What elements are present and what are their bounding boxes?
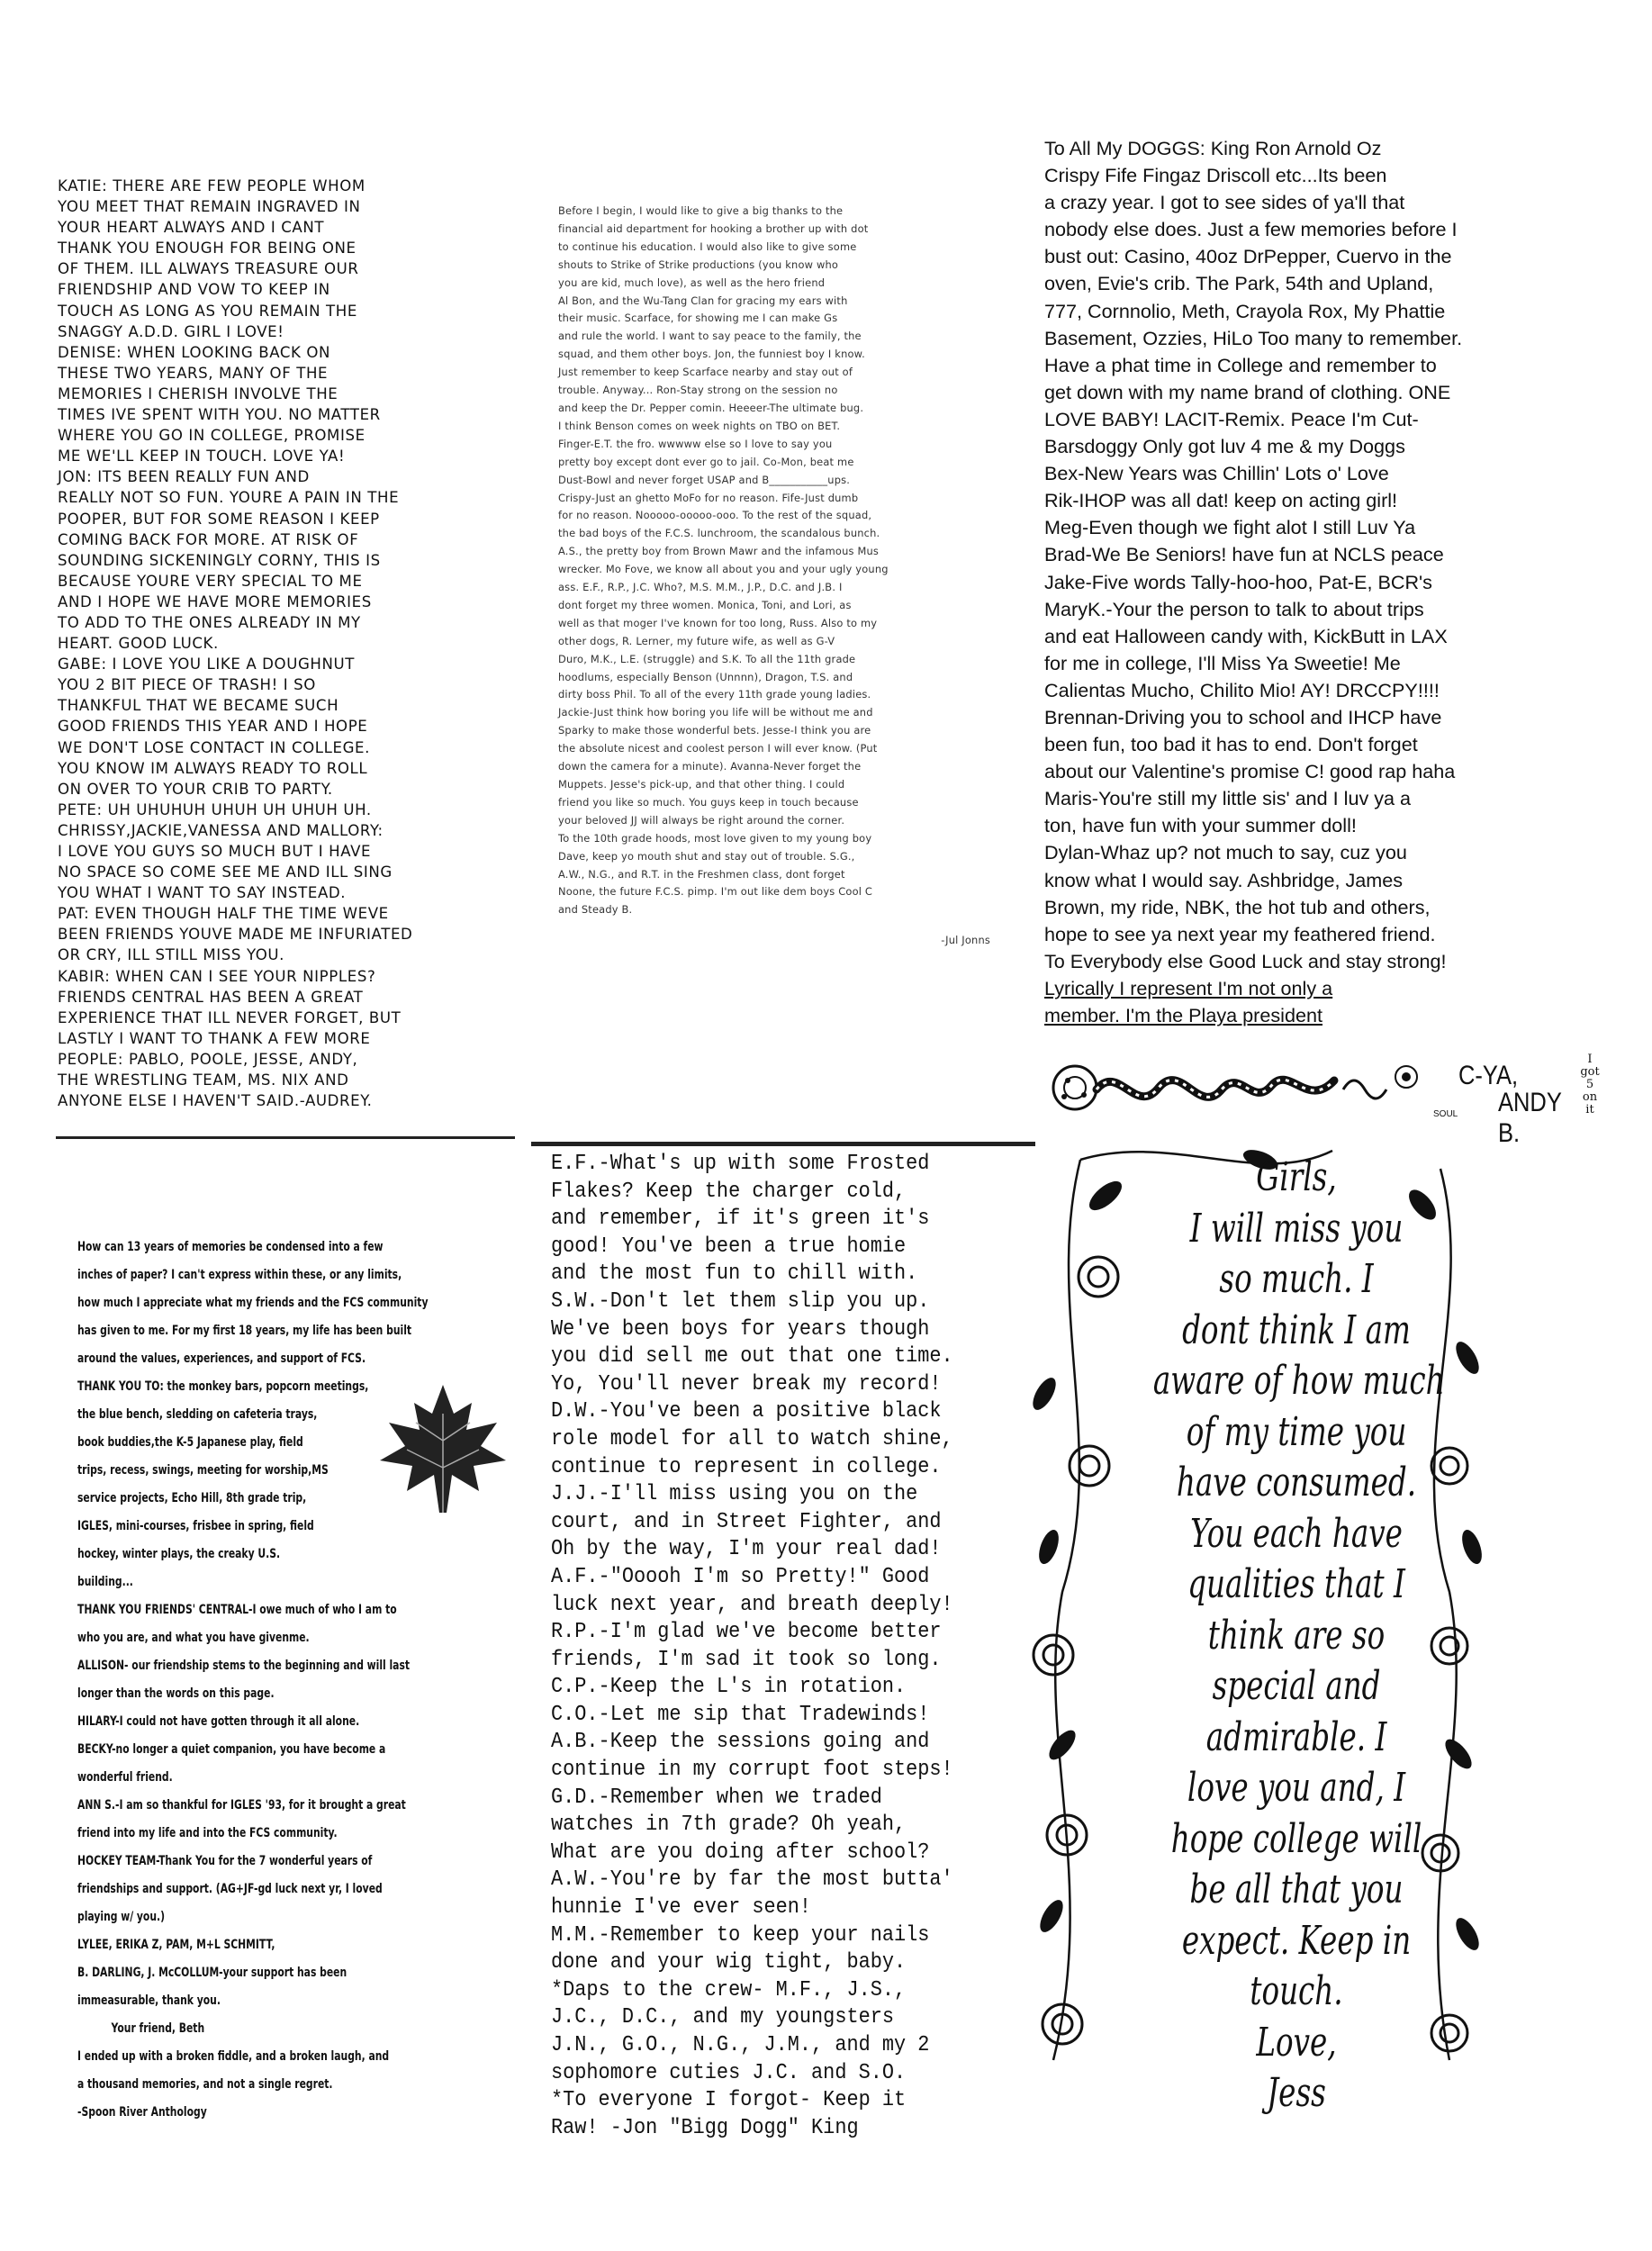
signature: -Jul Jonns	[941, 934, 990, 947]
text-line: the blue bench, sledding on cafeteria trays,	[77, 1407, 318, 1422]
text-line: shouts to Strike of Strike productions (you know who	[558, 258, 839, 271]
text-line: how much I appreciate what my friends and the FCS community	[77, 1296, 429, 1310]
text-line: Barsdoggy Only got luv 4 me & my Doggs	[1044, 435, 1405, 458]
text-line: hoodlums, especially Benson (Unnnn), Dragon, T.S. and	[558, 670, 853, 683]
text-line: watches in 7th grade? Oh yeah,	[551, 1813, 907, 1838]
text-line: I ended up with a broken fiddle, and a broken laugh, and	[77, 2049, 390, 2064]
sign-cya: C-YA,	[1458, 1061, 1519, 1090]
text-line: dont think I am	[1182, 1306, 1411, 1353]
sign-note: I got 5 on it	[1580, 1053, 1600, 1116]
text-line: Rik-IHOP was all dat! keep on acting girl!	[1044, 489, 1398, 512]
text-line: good! You've been a true homie	[551, 1234, 907, 1259]
text-line: for me in college, I'll Miss Ya Sweetie! Me	[1044, 651, 1401, 674]
text-line: been fun, too bad it has to end. Don't forget	[1044, 733, 1418, 756]
text-line: Crispy-Just an ghetto MoFo for no reason. Fife-Just dumb	[558, 491, 859, 504]
text-line: To All My DOGGS: King Ron Arnold Oz	[1044, 137, 1382, 159]
text-line: Dust-Bowl and never forget USAP and B___________ups.	[558, 473, 851, 486]
text-line: pretty boy except dont ever go to jail. Co-Mon, beat me	[558, 455, 854, 468]
text-line: THESE TWO YEARS, MANY OF THE	[58, 364, 329, 382]
text-line: THE WRESTLING TEAM, MS. NIX AND	[58, 1071, 349, 1089]
text-line: D.W.-You've been a positive black	[551, 1399, 942, 1424]
text-line: C.O.-Let me sip that Tradewinds!	[551, 1702, 930, 1727]
text-line: member. I'm the Playa president	[1044, 1004, 1323, 1026]
text-line: YOU KNOW IM ALWAYS READY TO ROLL	[58, 759, 368, 777]
text-line: around the values, experiences, and support of FCS.	[77, 1352, 366, 1366]
text-line: Lyrically I represent I'm not only a	[1044, 976, 1333, 999]
text-line: JON: ITS BEEN REALLY FUN AND	[58, 468, 310, 486]
text-line: trouble. Anyway... Ron-Stay strong on the session no	[558, 384, 838, 397]
text-line: Al Bon, and the Wu-Tang Clan for gracing my ears with	[558, 294, 848, 307]
text-line: ME WE'LL KEEP IN TOUCH. LOVE YA!	[58, 447, 346, 466]
text-line: I LOVE YOU GUYS SO MUCH BUT I HAVE	[58, 843, 372, 860]
text-line: A.B.-Keep the sessions going and	[551, 1730, 930, 1755]
text-line: Brad-We Be Seniors! have fun at NCLS peace	[1044, 543, 1444, 566]
message-beth-lines	[77, 1234, 546, 2127]
text-line: FRIENDSHIP AND VOW TO KEEP IN	[58, 281, 330, 299]
text-line: ANN S.-I am so thankful for IGLES '93, for it brought a great	[77, 1798, 406, 1813]
text-line: AND I HOPE WE HAVE MORE MEMORIES	[58, 592, 372, 610]
text-line: MEMORIES I CHERISH INVOLVE THE	[58, 384, 339, 402]
text-line: expect. Keep in	[1181, 1917, 1412, 1964]
doodle-word: SOUL	[1433, 1109, 1458, 1119]
text-line: BEEN FRIENDS YOUVE MADE ME INFURIATED	[58, 926, 413, 944]
message-andy	[1044, 135, 1611, 1062]
text-line: Bex-New Years was Chillin' Lots o' Love	[1044, 462, 1389, 485]
text-line: Calientas Mucho, Chilito Mio! AY! DRCCPY!!!!	[1044, 678, 1440, 701]
message-jon-king-lines	[551, 1151, 1028, 2142]
text-line: KABIR: WHEN CAN I SEE YOUR NIPPLES?	[58, 967, 376, 985]
text-line: love you and, I	[1187, 1765, 1406, 1811]
text-line: for no reason. Nooooo-ooooo-ooo. To the rest of the squad,	[558, 509, 872, 522]
text-line: WE DON'T LOSE CONTACT IN COLLEGE.	[58, 738, 370, 756]
text-line: Sparky to make those wonderful bets. Jesse-I think you are	[558, 724, 871, 737]
text-line: and rule the world. I want to say peace to the family, the	[558, 330, 862, 343]
text-line: done and your wig tight, baby.	[551, 1950, 907, 1975]
text-line: -Spoon River Anthology	[77, 2105, 207, 2120]
text-line: Just remember to keep Scarface nearby and stay out of	[558, 366, 853, 379]
text-line: YOU WHAT I WANT TO SAY INSTEAD.	[58, 884, 347, 902]
text-line: Meg-Even though we fight alot I still Luv Ya	[1044, 516, 1416, 539]
text-line: THANK YOU TO: the monkey bars, popcorn meetings,	[77, 1379, 369, 1394]
message-jon-long-lines	[558, 203, 1017, 919]
text-line: Yo, You'll never break my record!	[551, 1371, 942, 1397]
text-line: Duro, M.K., L.E. (struggle) and S.K. To all the 11th grade	[558, 652, 856, 665]
divider-middle	[531, 1142, 1035, 1146]
text-line: friend you like so much. You guys keep in touch because	[558, 795, 859, 809]
text-line: LYLEE, ERIKA Z, PAM, M+L SCHMITT,	[77, 1938, 275, 1952]
snake-doodle-icon	[1037, 1053, 1458, 1122]
text-line: ass. E.F., R.P., J.C. Who?, M.S. M.M., J.P., D.C. and J.B. I	[558, 581, 843, 594]
text-line: PEOPLE: PABLO, POOLE, JESSE, ANDY,	[58, 1050, 358, 1068]
text-line: other dogs, R. Lerner, my future wife, as well as G-V	[558, 634, 835, 647]
text-line: so much. I	[1219, 1256, 1374, 1302]
text-line: Dylan-Whaz up? not much to say, cuz you	[1044, 841, 1407, 864]
text-line: CHRISSY,JACKIE,VANESSA AND MALLORY:	[58, 821, 384, 839]
message-jon-long	[558, 203, 1017, 1103]
text-line: HILARY-I could not have gotten through it all alone.	[77, 1714, 360, 1729]
text-line: I think Benson comes on week nights on TBO on BET.	[558, 419, 841, 432]
message-audrey	[58, 176, 526, 1110]
text-line: TIMES IVE SPENT WITH YOU. NO MATTER	[58, 406, 381, 424]
text-line: nobody else does. Just a few memories before I	[1044, 218, 1458, 241]
sign-name: ANDY B.	[1498, 1088, 1562, 1148]
text-line: M.M.-Remember to keep your nails	[551, 1922, 930, 1948]
text-line: YOU MEET THAT REMAIN INGRAVED IN	[58, 198, 361, 216]
text-line: R.P.-I'm glad we've become better	[551, 1620, 942, 1645]
text-line: A.W.-You're by far the most butta'	[551, 1867, 953, 1893]
text-line: SNAGGY A.D.D. GIRL I LOVE!	[58, 322, 284, 340]
text-line: I will miss you	[1189, 1205, 1404, 1252]
text-line: TOUCH AS LONG AS YOU REMAIN THE	[58, 302, 357, 320]
text-line: *Daps to the crew- M.F., J.S.,	[551, 1977, 907, 2002]
text-line: and Steady B.	[558, 903, 633, 917]
text-line: of my time you	[1186, 1408, 1407, 1455]
message-andy-lines	[1044, 135, 1611, 1029]
message-audrey-lines	[58, 176, 526, 1111]
text-line: YOUR HEART ALWAYS AND I CANT	[58, 219, 325, 237]
text-line: luck next year, and breath deeply!	[551, 1592, 953, 1617]
text-line: OR CRY, ILL STILL MISS YOU.	[58, 946, 285, 964]
text-line: financial aid department for hooking a brother up with dot	[558, 221, 869, 235]
text-line: EXPERIENCE THAT ILL NEVER FORGET, BUT	[58, 1008, 402, 1026]
text-line: A.F.-"Ooooh I'm so Pretty!" Good	[551, 1564, 930, 1589]
text-line: Have a phat time in College and remember to	[1044, 353, 1437, 376]
text-line: qualities that I	[1187, 1561, 1405, 1607]
text-line: think are so	[1207, 1612, 1386, 1659]
text-line: *To everyone I forgot- Keep it	[551, 2088, 907, 2113]
text-line: A.W., N.G., and R.T. in the Freshmen class, dont forget	[558, 867, 845, 881]
text-line: role model for all to watch shine,	[551, 1426, 953, 1451]
text-line: Your friend, Beth	[77, 2021, 205, 2036]
text-line: To Everybody else Good Luck and stay strong!	[1044, 949, 1447, 972]
text-line: know what I would say. Ashbridge, James	[1044, 868, 1404, 891]
text-line: Brown, my ride, NBK, the hot tub and others,	[1044, 895, 1431, 918]
text-line: ANYONE ELSE I HAVEN'T SAID.-AUDREY.	[58, 1092, 373, 1110]
text-line: wrecker. Mo Fove, we know all about you and your ugly young	[558, 563, 889, 576]
text-line: hunnie I've ever seen!	[551, 1895, 812, 1921]
text-line: PETE: UH UHUHUH UHUH UH UHUH UH.	[58, 800, 372, 818]
text-line: ON OVER TO YOUR CRIB TO PARTY.	[58, 780, 333, 798]
text-line: THANKFUL THAT WE BECAME SUCH	[58, 697, 339, 715]
text-line: you are kid, much love), as well as the hero friend	[558, 276, 826, 289]
text-line: your beloved JJ will always be right around the corner.	[558, 813, 845, 827]
text-line: longer than the words on this page.	[77, 1686, 275, 1701]
text-line: trips, recess, swings, meeting for worship,MS	[77, 1463, 329, 1478]
text-line: REALLY NOT SO FUN. YOURE A PAIN IN THE	[58, 489, 400, 507]
text-line: Crispy Fife Fingaz Driscoll etc...Its been	[1044, 164, 1387, 187]
text-line: who you are, and what you have givenme.	[77, 1631, 310, 1645]
text-line: PAT: EVEN THOUGH HALF THE TIME WEVE	[58, 905, 389, 923]
text-line: GOOD FRIENDS THIS YEAR AND I HOPE	[58, 718, 368, 736]
text-line: friends, I'm sad it took so long.	[551, 1647, 942, 1672]
text-line: SOUNDING SICKENINGLY CORNY, THIS IS	[58, 551, 381, 569]
text-line: be all that you	[1189, 1867, 1404, 1912]
text-line: and remember, if it's green it's	[551, 1207, 930, 1232]
text-line: FRIENDS CENTRAL HAS BEEN A GREAT	[58, 988, 364, 1006]
text-line: Muppets. Jesse's pick-up, and that other thing. I could	[558, 778, 845, 791]
text-line: BECKY-no longer a quiet companion, you have become a	[77, 1742, 386, 1757]
text-line: J.N., G.O., N.G., J.M., and my 2	[551, 2033, 930, 2057]
text-line: GABE: I LOVE YOU LIKE A DOUGHNUT	[58, 655, 355, 673]
text-line: 777, Cornnolio, Meth, Crayola Rox, My Phattie	[1044, 299, 1446, 322]
text-line: and keep the Dr. Pepper comin. Heeeer-The ultimate bug.	[558, 401, 864, 414]
text-line: HOCKEY TEAM-Thank You for the 7 wonderful years of	[77, 1854, 373, 1868]
text-line: sophomore cuties J.C. and S.O.	[551, 2060, 907, 2085]
text-line: and eat Halloween candy with, KickButt in LAX	[1044, 624, 1448, 647]
text-line: playing w/ you.)	[77, 1910, 166, 1924]
text-line: hope to see ya next year my feathered friend.	[1044, 922, 1436, 945]
text-line: Jackie-Just think how boring you life will be without me and	[558, 706, 873, 719]
text-line: oven, Evie's crib. The Park, 54th and Upland,	[1044, 272, 1434, 295]
text-line: S.W.-Don't let them slip you up.	[551, 1288, 930, 1314]
text-line: Maris-You're still my little sis' and I luv ya a	[1044, 787, 1412, 810]
text-line: G.D.-Remember when we traded	[551, 1785, 882, 1810]
text-line: their music. Scarface, for showing me I can make Gs	[558, 312, 838, 325]
text-line: J.C., D.C., and my youngsters	[551, 2005, 895, 2030]
text-line: squad, and them other boys. Jon, the funniest boy I know.	[558, 348, 865, 361]
text-line: book buddies,the K-5 Japanese play, field	[77, 1435, 303, 1450]
message-jon-king	[551, 1151, 1028, 2140]
text-line: BECAUSE YOURE VERY SPECIAL TO ME	[58, 572, 363, 590]
text-line: about our Valentine's promise C! good rap haha	[1044, 760, 1456, 783]
text-line: YOU 2 BIT PIECE OF TRASH! I SO	[58, 676, 316, 694]
text-line: the bad boys of the F.C.S. lunchroom, the scandalous bunch.	[558, 527, 880, 540]
text-line: touch.	[1250, 1968, 1343, 2014]
text-line: a crazy year. I got to see sides of ya'll that	[1044, 191, 1405, 214]
text-line: dont forget my three women. Monica, Toni, and Lori, as	[558, 598, 852, 611]
text-line: Jess	[1267, 2070, 1326, 2116]
text-line: Love,	[1256, 2019, 1337, 2066]
text-line: building...	[77, 1575, 133, 1589]
text-line: has given to me. For my first 18 years, my life has been built	[77, 1324, 412, 1338]
text-line: Jake-Five words Tally-hoo-hoo, Pat-E, BCR's	[1044, 570, 1432, 593]
text-line: court, and in Street Fighter, and	[551, 1509, 942, 1534]
text-line: WHERE YOU GO IN COLLEGE, PROMISE	[58, 427, 366, 445]
text-line: Dave, keep yo mouth shut and stay out of trouble. S.G.,	[558, 849, 855, 863]
message-jess-lines	[1103, 1153, 1490, 2120]
text-line: C.P.-Keep the L's in rotation.	[551, 1675, 907, 1700]
text-line: COMING BACK FOR MORE. AT RISK OF	[58, 530, 359, 548]
text-line: A.S., the pretty boy from Brown Mawr and the infamous Mus	[558, 545, 880, 558]
text-line: THANK YOU ENOUGH FOR BEING ONE	[58, 240, 357, 258]
text-line: POOPER, BUT FOR SOME REASON I KEEP	[58, 510, 380, 528]
text-line: IGLES, mini-courses, frisbee in spring, field	[77, 1519, 314, 1533]
text-line: special and	[1212, 1663, 1381, 1709]
text-line: TO ADD TO THE ONES ALREADY IN MY	[58, 613, 361, 631]
text-line: E.F.-What's up with some Frosted	[551, 1152, 930, 1176]
text-line: How can 13 years of memories be condensed into a few	[77, 1240, 384, 1254]
text-line: We've been boys for years though	[551, 1316, 930, 1342]
text-line: THANK YOU FRIENDS' CENTRAL-I owe much of who I am to	[77, 1603, 397, 1617]
text-line: inches of paper? I can't express within these, or any limits,	[77, 1268, 402, 1282]
text-line: and the most fun to chill with.	[551, 1261, 918, 1287]
text-line: hockey, winter plays, the creaky U.S.	[77, 1547, 281, 1561]
text-line: OF THEM. ILL ALWAYS TREASURE OUR	[58, 260, 359, 278]
text-line: DENISE: WHEN LOOKING BACK ON	[58, 343, 331, 361]
text-line: Basement, Ozzies, HiLo Too many to remember.	[1044, 326, 1463, 349]
text-line: have consumed.	[1176, 1460, 1417, 1505]
text-line: ALLISON- our friendship stems to the beginning and will last	[77, 1659, 411, 1673]
text-line: ton, have fun with your summer doll!	[1044, 814, 1357, 837]
text-line: you did sell me out that one time.	[551, 1344, 953, 1370]
text-line: B. DARLING, J. McCOLLUM-your support has been	[77, 1966, 348, 1980]
text-line: continue in my corrupt foot steps!	[551, 1758, 953, 1783]
text-line: Raw! -Jon "Bigg Dogg" King	[551, 2115, 859, 2140]
text-line: immeasurable, thank you.	[77, 1993, 221, 2008]
text-line: a thousand memories, and not a single regret.	[77, 2077, 333, 2092]
text-line: dirty boss Phil. To all of the every 11th grade young ladies.	[558, 688, 871, 701]
text-line: Before I begin, I would like to give a big thanks to the	[558, 204, 844, 217]
text-line: Brennan-Driving you to school and IHCP have	[1044, 705, 1442, 728]
text-line: Girls,	[1256, 1154, 1337, 1200]
text-line: J.J.-I'll miss using you on the	[551, 1482, 918, 1507]
text-line: To the 10th grade hoods, most love given to my young boy	[558, 831, 872, 845]
text-line: Finger-E.T. the fro. wwwww else so I love to say you	[558, 437, 833, 450]
text-line: hope college will	[1170, 1815, 1422, 1862]
message-beth	[77, 1234, 546, 2120]
maple-leaf-icon	[371, 1378, 515, 1522]
text-line: friend into my life and into the FCS community.	[77, 1826, 338, 1840]
text-line: LOVE BABY! LACIT-Remix. Peace I'm Cut-	[1044, 407, 1419, 430]
text-line: Noone, the future F.C.S. pimp. I'm out like dem boys Cool C	[558, 885, 873, 899]
text-line: well as that moger I've known for too long, Russ. Also to my	[558, 616, 878, 629]
text-line: down the camera for a minute). Avanna-Never forget the	[558, 760, 862, 773]
text-line: What are you doing after school?	[551, 1840, 930, 1865]
text-line: service projects, Echo Hill, 8th grade trip,	[77, 1491, 307, 1505]
text-line: friendships and support. (AG+JF-gd luck next yr, I loved	[77, 1882, 383, 1896]
divider-left	[56, 1136, 515, 1139]
text-line: to continue his education. I would also like to give some	[558, 240, 857, 253]
text-line: get down with my name brand of clothing. ONE	[1044, 380, 1451, 403]
text-line: You each have	[1190, 1510, 1403, 1557]
text-line: HEART. GOOD LUCK.	[58, 635, 219, 653]
message-jess	[1103, 1153, 1490, 2116]
text-line: continue to represent in college.	[551, 1454, 942, 1479]
text-line: aware of how much	[1152, 1358, 1445, 1404]
text-line: Flakes? Keep the charger cold,	[551, 1179, 907, 1204]
text-line: NO SPACE SO COME SEE ME AND ILL SING	[58, 863, 393, 881]
text-line: KATIE: THERE ARE FEW PEOPLE WHOM	[58, 177, 366, 194]
andy-signature	[1037, 1053, 1604, 1148]
text-line: LASTLY I WANT TO THANK A FEW MORE	[58, 1029, 371, 1047]
text-line: bust out: Casino, 40oz DrPepper, Cuervo in the	[1044, 245, 1452, 268]
text-line: wonderful friend.	[77, 1770, 173, 1785]
text-line: the absolute nicest and coolest person I will ever know. (Put	[558, 742, 878, 755]
text-line: admirable. I	[1205, 1713, 1387, 1760]
text-line: Oh by the way, I'm your real dad!	[551, 1537, 942, 1562]
text-line: MaryK.-Your the person to talk to about trips	[1044, 597, 1424, 620]
